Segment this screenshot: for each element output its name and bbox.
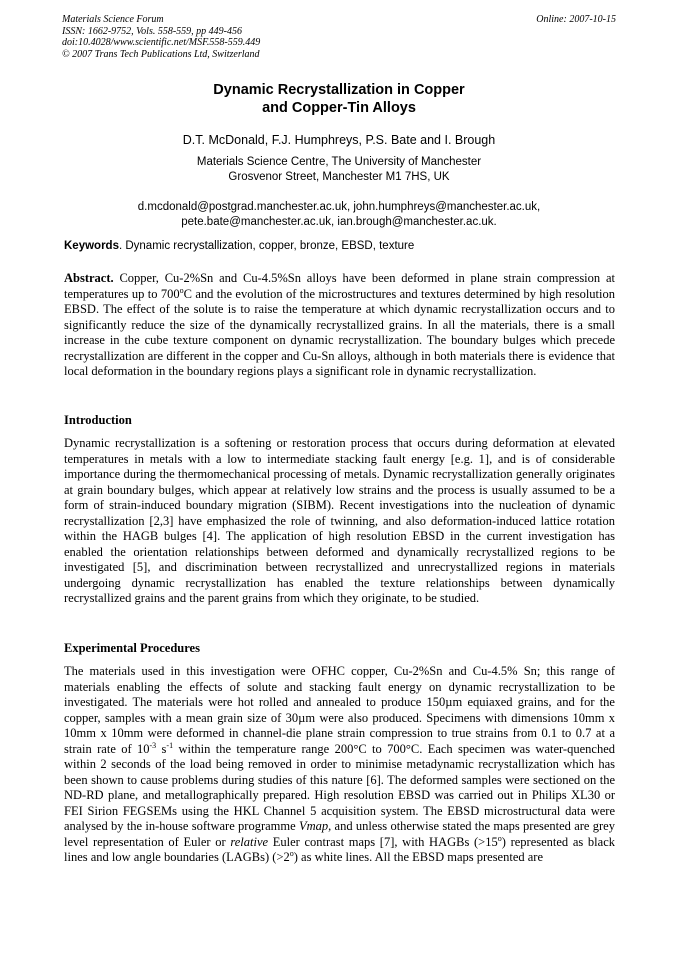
emails-line-1: d.mcdonald@postgrad.manchester.ac.uk, john.humphreys@manchester.ac.uk, [137, 201, 541, 213]
exp-text-2: s [156, 741, 167, 756]
exp-italic-1: Vmap [298, 819, 329, 833]
doi-line: doi:10.4028/www.scientific.net/MSF.558-559.449 [62, 37, 261, 48]
keywords [64, 240, 615, 252]
title-line-1: Dynamic Recrystallization in Copper [213, 82, 465, 98]
abstract-text-1: Copper, Cu-2%Sn and Cu-4.5%Sn alloys have been deformed in plane strain compression at temperatures up to 700 [64, 271, 615, 301]
exp-text-6: ) represented as black lines and low angle boundaries (LAGBs) (>2 [64, 834, 615, 864]
exp-text-7: ) as white lines. All the EBSD maps presented are [293, 850, 544, 864]
abstract-text-2: C and the evolution of the microstructures and textures determined by high resolution EBSD. The effect of the solute is to raise the temperature at which dynamic recrystallization occurs and to significantly reduce the size of the dynamically recrystallized grains. In all the materials, there is a small increase in the cube texture component on dynamic recrystallization. The boundary bulges which precede recrystallization are different in the copper and Cu-Sn alloys, although in both materials there is evidence that local deformation in the boundary regions plays a significant role in dynamic recrystallization. [64, 286, 616, 378]
author-emails [0, 200, 678, 230]
emails-line-2: pete.bate@manchester.ac.uk, ian.brough@manchester.ac.uk. [181, 216, 497, 228]
keywords-label: Keywords [64, 240, 119, 252]
exp-sup-1: -3 [149, 740, 157, 750]
exp-text-4: , and unless otherwise stated the maps presented are grey level representation of Euler or [64, 819, 615, 849]
journal-header [62, 14, 616, 60]
keywords-text: . Dynamic recrystallization, copper, bronze, EBSD, texture [118, 240, 415, 252]
experimental-heading: Experimental Procedures [64, 641, 200, 655]
copyright-line: © 2007 Trans Tech Publications Ltd, Switzerland [62, 48, 260, 60]
experimental-text [64, 664, 615, 866]
exp-sup-2: -1 [166, 740, 174, 750]
exp-text-1: The materials used in this investigation were OFHC copper, Cu-2%Sn and Cu-4.5% Sn; this range of materials enabling the effects of solute and stacking fault energy on dynamic recrystallization to be investigated. The materials were hot rolled and annealed to produce 150µm equiaxed grains, and for the copper, samples with a mean grain size of 30µm were also produced. Specimens with dimensions 10mm x 10mm x 10mm were deformed in channel-die plane strain compression to true strains from 0.1 to 0.7 at a strain rate of 10 [64, 664, 615, 756]
affiliation-line-2: Grosvenor Street, Manchester M1 7HS, UK [228, 171, 450, 183]
affiliation [0, 155, 678, 185]
exp-text-5: Euler contrast maps [7], with HAGBs (>15 [268, 834, 498, 849]
introduction-heading: Introduction [64, 413, 132, 427]
issn-line: ISSN: 1662-9752, Vols. 558-559, pp 449-456 [62, 25, 242, 37]
introduction-text: Dynamic recrystallization is a softening or restoration process that occurs during deformation at elevated temperatures in metals with a low to intermediate stacking fault energy [e.g. 1], and is of considerable importance during the thermomechanical processing of metals. Dynamic recrystallization generally originates at grain boundary bulges, which appear at relatively low strains and the process is usually assumed to be a form of strain-induced boundary migration (SIBM). Recent investigations into the nucleation of dynamic recrystallization [2,3] have emphasized the role of twinning, and also deformation-induced lattice rotation within the HAGB bulges [4]. The application of high resolution EBSD in the current investigation has enabled the orientation relationships between deformed and dynamically recrystallized regions to be investigated [5], and discrimination between recrystallized and unrecrystallized regions in materials undergoing dynamic recrystallization has enabled the texture relationships between dynamically recrystallized grains and the parent grains from which they originate, to be studied. [64, 436, 615, 605]
exp-italic-2: relative [230, 834, 269, 849]
abstract [64, 271, 615, 380]
journal-name: Materials Science Forum [62, 14, 164, 25]
exp-text-3: within the temperature range 200°C to 700°C. Each specimen was water-quenched within 2 seconds of the load being removed in order to minimise metadynamic recrystallization which has been shown to cause problems during studies of this nature [6]. The deformed samples were sectioned on the ND-RD plane, and metallographically prepared. High resolution EBSD was carried out in Philips XL30 or FEI Sirion FEGSEMs using the HKL Channel 5 acquisition system. The EBSD microstructural data were analysed by the in-house software programme [64, 741, 615, 833]
paper-title [0, 81, 678, 117]
abstract-label: Abstract. [64, 271, 114, 285]
exp-sup-4: o [289, 848, 294, 858]
degree-sup: o [179, 285, 184, 295]
authors: D.T. McDonald, F.J. Humphreys, P.S. Bate and I. Brough [182, 133, 496, 147]
exp-sup-3: o [497, 833, 502, 843]
online-date: Online: 2007-10-15 [536, 14, 616, 25]
affiliation-line-1: Materials Science Centre, The University of Manchester [196, 156, 482, 168]
title-line-2: and Copper-Tin Alloys [262, 100, 416, 116]
